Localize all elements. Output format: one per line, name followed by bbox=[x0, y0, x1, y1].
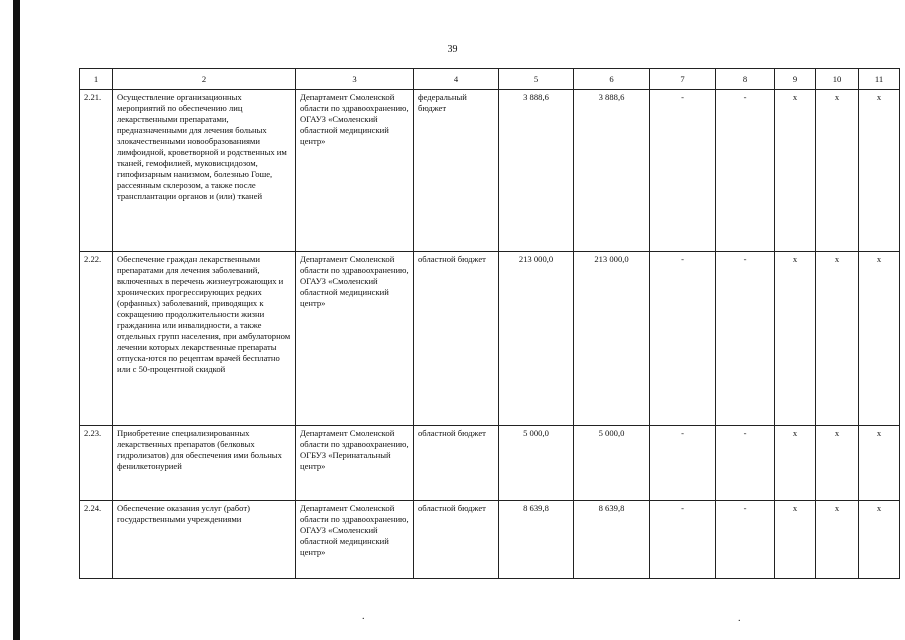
mark-col11: х bbox=[859, 252, 900, 426]
mark-col11: х bbox=[859, 426, 900, 501]
funding-source: областной бюджет bbox=[414, 252, 499, 426]
item-description: Обеспечение оказания услуг (работ) государственными учреждениями bbox=[113, 501, 296, 579]
table-row bbox=[80, 90, 900, 252]
mark-col11: х bbox=[859, 90, 900, 252]
amount-col7: - bbox=[650, 501, 716, 579]
amount-col7: - bbox=[650, 90, 716, 252]
amount-col8: - bbox=[716, 252, 775, 426]
item-executor: Департамент Смоленской области по здравоохранению, ОГАУЗ «Смоленский областной медицинский центр» bbox=[296, 252, 414, 426]
funding-source: областной бюджет bbox=[414, 426, 499, 501]
amount-col5: 3 888,6 bbox=[499, 90, 574, 252]
amount-col8: - bbox=[716, 426, 775, 501]
column-header: 2 bbox=[113, 69, 296, 90]
footer-mark: . bbox=[362, 611, 365, 622]
item-number: 2.22. bbox=[80, 252, 113, 426]
funding-source: областной бюджет bbox=[414, 501, 499, 579]
column-header: 9 bbox=[775, 69, 816, 90]
item-description: Обеспечение граждан лекарственными препаратами для лечения заболеваний, включенных в перечень жизнеугрожающих и хронических прогрессирующих редких (орфанных) заболеваний, приводящих к сокращению продолжительности жизни гражданина или инвалидности, а также отдельных групп населения, при амбулаторном лечении которых лекарственные препараты отпуска-ются по рецептам врачей бесплатно или с 50-процентной скидкой bbox=[113, 252, 296, 426]
column-header: 3 bbox=[296, 69, 414, 90]
column-header: 10 bbox=[816, 69, 859, 90]
item-executor: Департамент Смоленской области по здравоохранению, ОГБУЗ «Перинатальный центр» bbox=[296, 426, 414, 501]
amount-col6: 8 639,8 bbox=[574, 501, 650, 579]
amount-col6: 3 888,6 bbox=[574, 90, 650, 252]
item-number: 2.23. bbox=[80, 426, 113, 501]
table-row bbox=[80, 501, 900, 579]
amount-col5: 213 000,0 bbox=[499, 252, 574, 426]
item-number: 2.24. bbox=[80, 501, 113, 579]
funding-source: федеральный бюджет bbox=[414, 90, 499, 252]
item-number: 2.21. bbox=[80, 90, 113, 252]
page-number: 39 bbox=[447, 44, 458, 55]
amount-col8: - bbox=[716, 501, 775, 579]
item-executor: Департамент Смоленской области по здравоохранению, ОГАУЗ «Смоленский областной медицинский центр» bbox=[296, 90, 414, 252]
mark-col9: х bbox=[775, 90, 816, 252]
mark-col10: х bbox=[816, 252, 859, 426]
amount-col6: 213 000,0 bbox=[574, 252, 650, 426]
item-executor: Департамент Смоленской области по здравоохранению, ОГАУЗ «Смоленский областной медицинский центр» bbox=[296, 501, 414, 579]
footer-mark: . bbox=[738, 613, 741, 624]
budget-table bbox=[79, 68, 900, 579]
column-header: 8 bbox=[716, 69, 775, 90]
mark-col11: х bbox=[859, 501, 900, 579]
mark-col9: х bbox=[775, 426, 816, 501]
amount-col7: - bbox=[650, 252, 716, 426]
mark-col10: х bbox=[816, 426, 859, 501]
amount-col6: 5 000,0 bbox=[574, 426, 650, 501]
column-header: 5 bbox=[499, 69, 574, 90]
column-header: 4 bbox=[414, 69, 499, 90]
amount-col7: - bbox=[650, 426, 716, 501]
mark-col10: х bbox=[816, 501, 859, 579]
mark-col10: х bbox=[816, 90, 859, 252]
mark-col9: х bbox=[775, 501, 816, 579]
amount-col5: 5 000,0 bbox=[499, 426, 574, 501]
item-description: Осуществление организационных мероприятий по обеспечению лиц лекарственными препаратами, предназначенными для лечения больных злокачественными новообразованиями лимфоидной, кроветворной и родственных им тканей, гемофилией, муковисцидозом, гипофизарным нанизмом, болезнью Гоше, рассеянным склерозом, а также после трансплантации органов и (или) тканей bbox=[113, 90, 296, 252]
header-row bbox=[80, 69, 900, 90]
scan-edge-bar bbox=[13, 0, 20, 640]
column-header: 6 bbox=[574, 69, 650, 90]
table-row bbox=[80, 426, 900, 501]
mark-col9: х bbox=[775, 252, 816, 426]
amount-col8: - bbox=[716, 90, 775, 252]
column-header: 1 bbox=[80, 69, 113, 90]
amount-col5: 8 639,8 bbox=[499, 501, 574, 579]
column-header: 7 bbox=[650, 69, 716, 90]
item-description: Приобретение специализированных лекарственных препаратов (белковых гидролизатов) для обеспечения ими больных фенилкетонурией bbox=[113, 426, 296, 501]
table-row bbox=[80, 252, 900, 426]
column-header: 11 bbox=[859, 69, 900, 90]
